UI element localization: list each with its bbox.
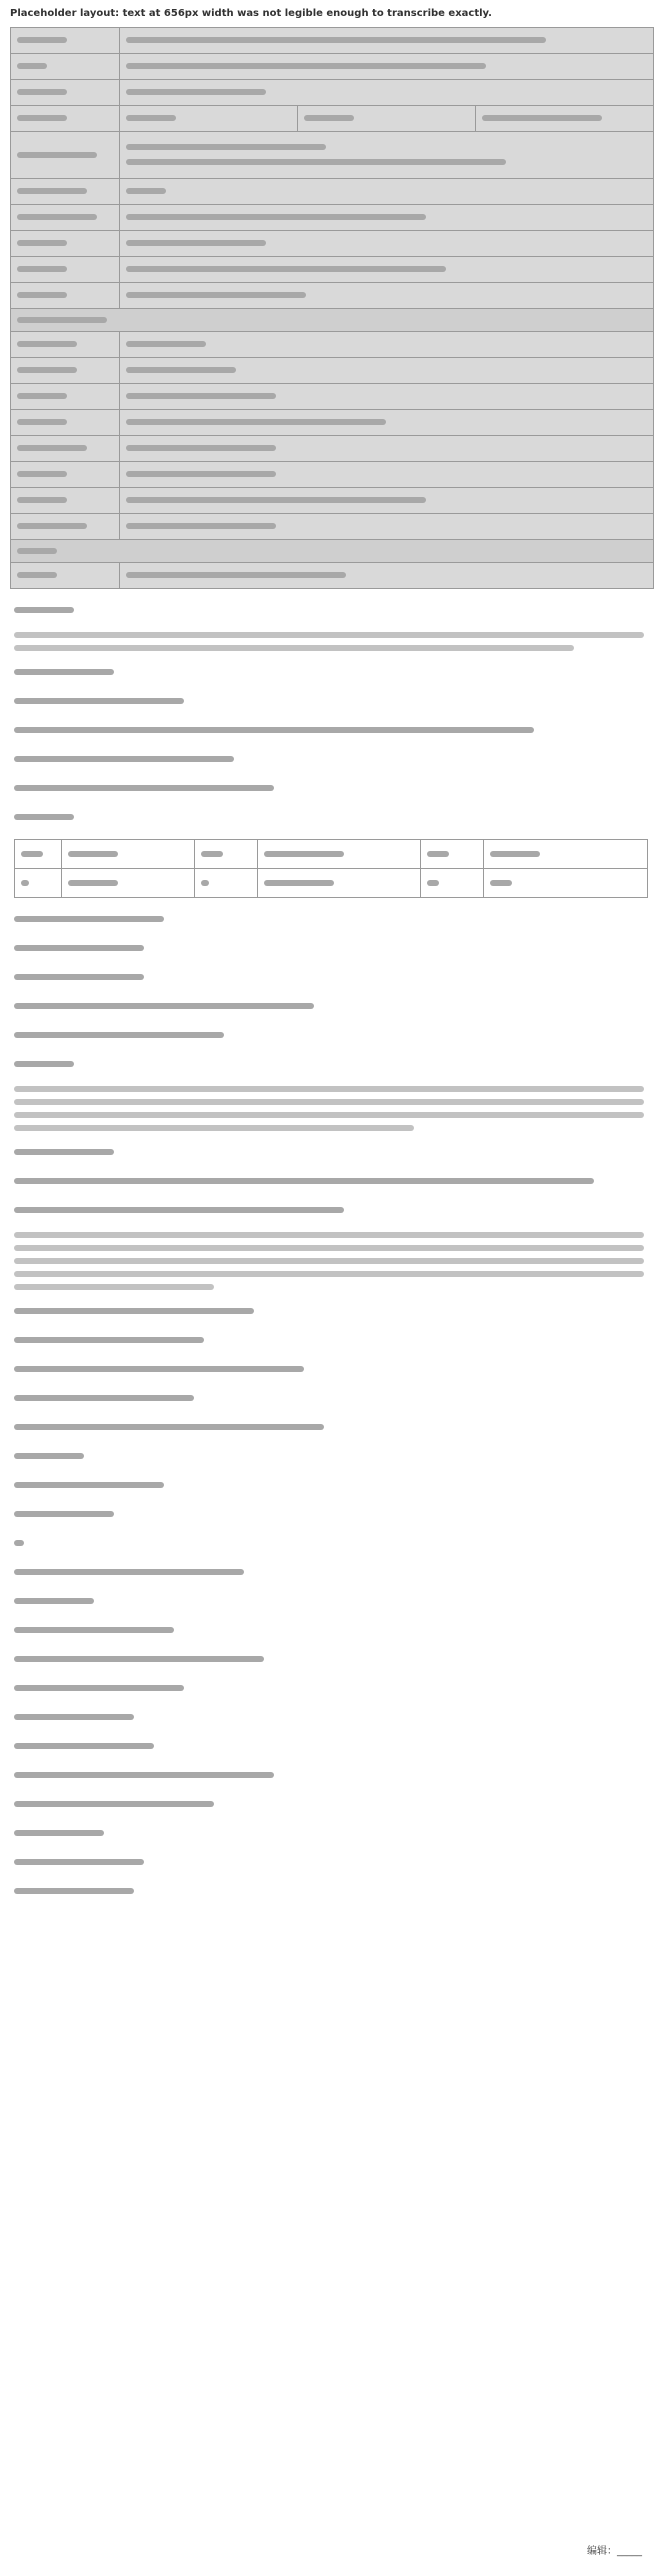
body-paragraph xyxy=(14,1304,642,1319)
table-row xyxy=(11,106,654,132)
body-paragraph xyxy=(14,1086,642,1131)
body-paragraph xyxy=(14,941,642,956)
announcement-body xyxy=(14,603,642,1899)
body-paragraph xyxy=(14,1420,642,1435)
attachment-section-header xyxy=(11,540,654,563)
table-row xyxy=(11,436,654,462)
body-paragraph xyxy=(14,1174,642,1189)
body-paragraph xyxy=(14,1768,642,1783)
body-paragraph xyxy=(14,1623,642,1638)
table-row xyxy=(11,132,654,179)
table-row xyxy=(11,358,654,384)
table-row xyxy=(11,205,654,231)
body-paragraph xyxy=(14,1652,642,1667)
contact-section-header xyxy=(11,309,654,332)
table-row xyxy=(11,54,654,80)
section-heading xyxy=(14,1507,642,1522)
body-paragraph xyxy=(14,1797,642,1812)
body-paragraph xyxy=(14,1057,642,1072)
body-paragraph xyxy=(14,1203,642,1218)
section-heading xyxy=(14,1333,642,1348)
table-row xyxy=(11,231,654,257)
body-paragraph xyxy=(14,1826,642,1841)
requirements-table xyxy=(14,839,648,898)
body-paragraph xyxy=(14,1710,642,1725)
section-heading xyxy=(14,1449,642,1464)
body-paragraph xyxy=(14,1362,642,1377)
body-paragraph xyxy=(14,723,642,738)
table-row xyxy=(11,410,654,436)
table-row xyxy=(11,462,654,488)
table-row xyxy=(11,179,654,205)
body-paragraph xyxy=(14,1594,642,1609)
body-paragraph xyxy=(14,1232,642,1290)
announcement-info-table xyxy=(10,27,654,589)
body-paragraph xyxy=(14,1855,642,1870)
section-heading xyxy=(14,1145,642,1160)
body-paragraph xyxy=(14,694,642,709)
body-paragraph xyxy=(14,603,642,618)
body-paragraph xyxy=(14,1478,642,1493)
body-paragraph xyxy=(14,781,642,796)
section-heading xyxy=(14,970,642,985)
section-heading xyxy=(14,665,642,680)
editor-credit: 编辑：_____ xyxy=(587,2546,642,2557)
table-row xyxy=(11,80,654,106)
table-row xyxy=(11,332,654,358)
table-row xyxy=(11,514,654,540)
body-paragraph xyxy=(14,1536,642,1551)
body-paragraph xyxy=(14,1884,642,1899)
table-row xyxy=(11,563,654,589)
body-paragraph xyxy=(14,912,642,927)
body-paragraph xyxy=(14,810,642,825)
section-heading xyxy=(14,1565,642,1580)
body-paragraph xyxy=(14,632,642,651)
body-paragraph xyxy=(14,1391,642,1406)
body-paragraph xyxy=(14,1739,642,1754)
table-row xyxy=(15,840,648,869)
table-row xyxy=(15,869,648,898)
table-row xyxy=(11,488,654,514)
table-row xyxy=(11,28,654,54)
body-paragraph xyxy=(14,752,642,767)
body-paragraph xyxy=(14,999,642,1014)
table-row xyxy=(11,384,654,410)
table-row xyxy=(11,283,654,309)
page-note: Placeholder layout: text at 656px width was not legible enough to transcribe exactly. xyxy=(10,8,492,19)
body-paragraph xyxy=(14,1681,642,1696)
body-paragraph xyxy=(14,1028,642,1043)
table-row xyxy=(11,257,654,283)
